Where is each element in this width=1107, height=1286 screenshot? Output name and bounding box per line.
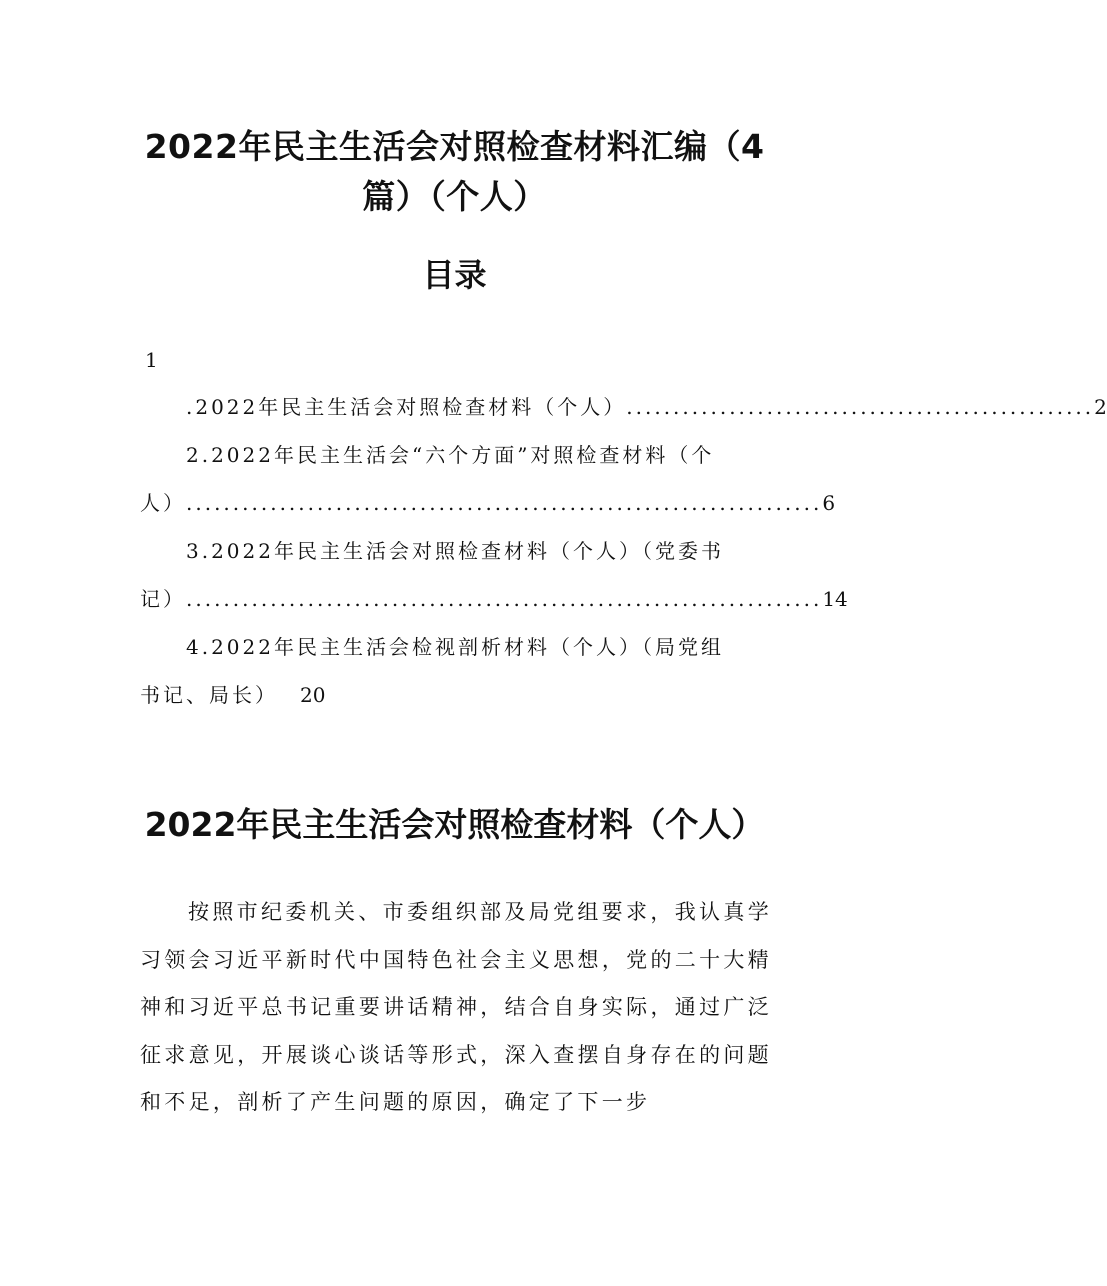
toc-entry-2-text: 人） (140, 491, 186, 515)
toc-entry-2-page: 6 (822, 491, 836, 515)
toc-entry-1[interactable] (140, 392, 1107, 422)
toc-entry-3-text: 记） (140, 587, 186, 611)
toc-entry-3-line-2[interactable] (140, 584, 848, 614)
toc-heading: 目录 (422, 256, 487, 294)
toc-entry-3-leader: .................................................................... (186, 587, 823, 611)
body-paragraph: 按照市纪委机关、市委组织部及局党组要求，我认真学习领会习近平新时代中国特色社会主义思想，党的二十大精神和习近平总书记重要讲话精神，结合自身实际，通过广泛征求意见，开展谈心谈话等形式，深入查摆自身存在的问题和不足，剖析了产生问题的原因，确定了下一步 (140, 900, 772, 1114)
toc-entry-2-leader: .................................................................... (186, 491, 823, 515)
section-title: 2022年民主生活会对照检查材料（个人） (144, 805, 765, 844)
toc-entry-4-line-2[interactable] (140, 680, 772, 710)
toc-entry-1-page: 2 (1094, 395, 1107, 419)
toc-entry-1-text: .2022年民主生活会对照检查材料（个人） (186, 395, 627, 419)
toc-entry-4-text: 书记、局长） (140, 683, 278, 707)
toc-entry-4-line-1[interactable]: 4.2022年民主生活会检视剖析材料（个人）（局党组 (186, 635, 724, 659)
toc-entry-2-line-2[interactable] (140, 488, 836, 518)
toc-entry-1-leader: .................................................. (626, 395, 1095, 419)
document-title: 2022年民主生活会对照检查材料汇编（4篇）（个人） (144, 127, 765, 216)
toc-entry-2-line-1[interactable]: 2.2022年民主生活会“六个方面”对照检查材料（个 (186, 443, 715, 467)
toc-entry-4-page: 20 (300, 683, 326, 707)
toc-marker: 1 (145, 348, 158, 372)
toc-entry-3-page: 14 (822, 587, 848, 611)
toc-entry-3-line-1[interactable]: 3.2022年民主生活会对照检查材料（个人）（党委书 (186, 539, 724, 563)
